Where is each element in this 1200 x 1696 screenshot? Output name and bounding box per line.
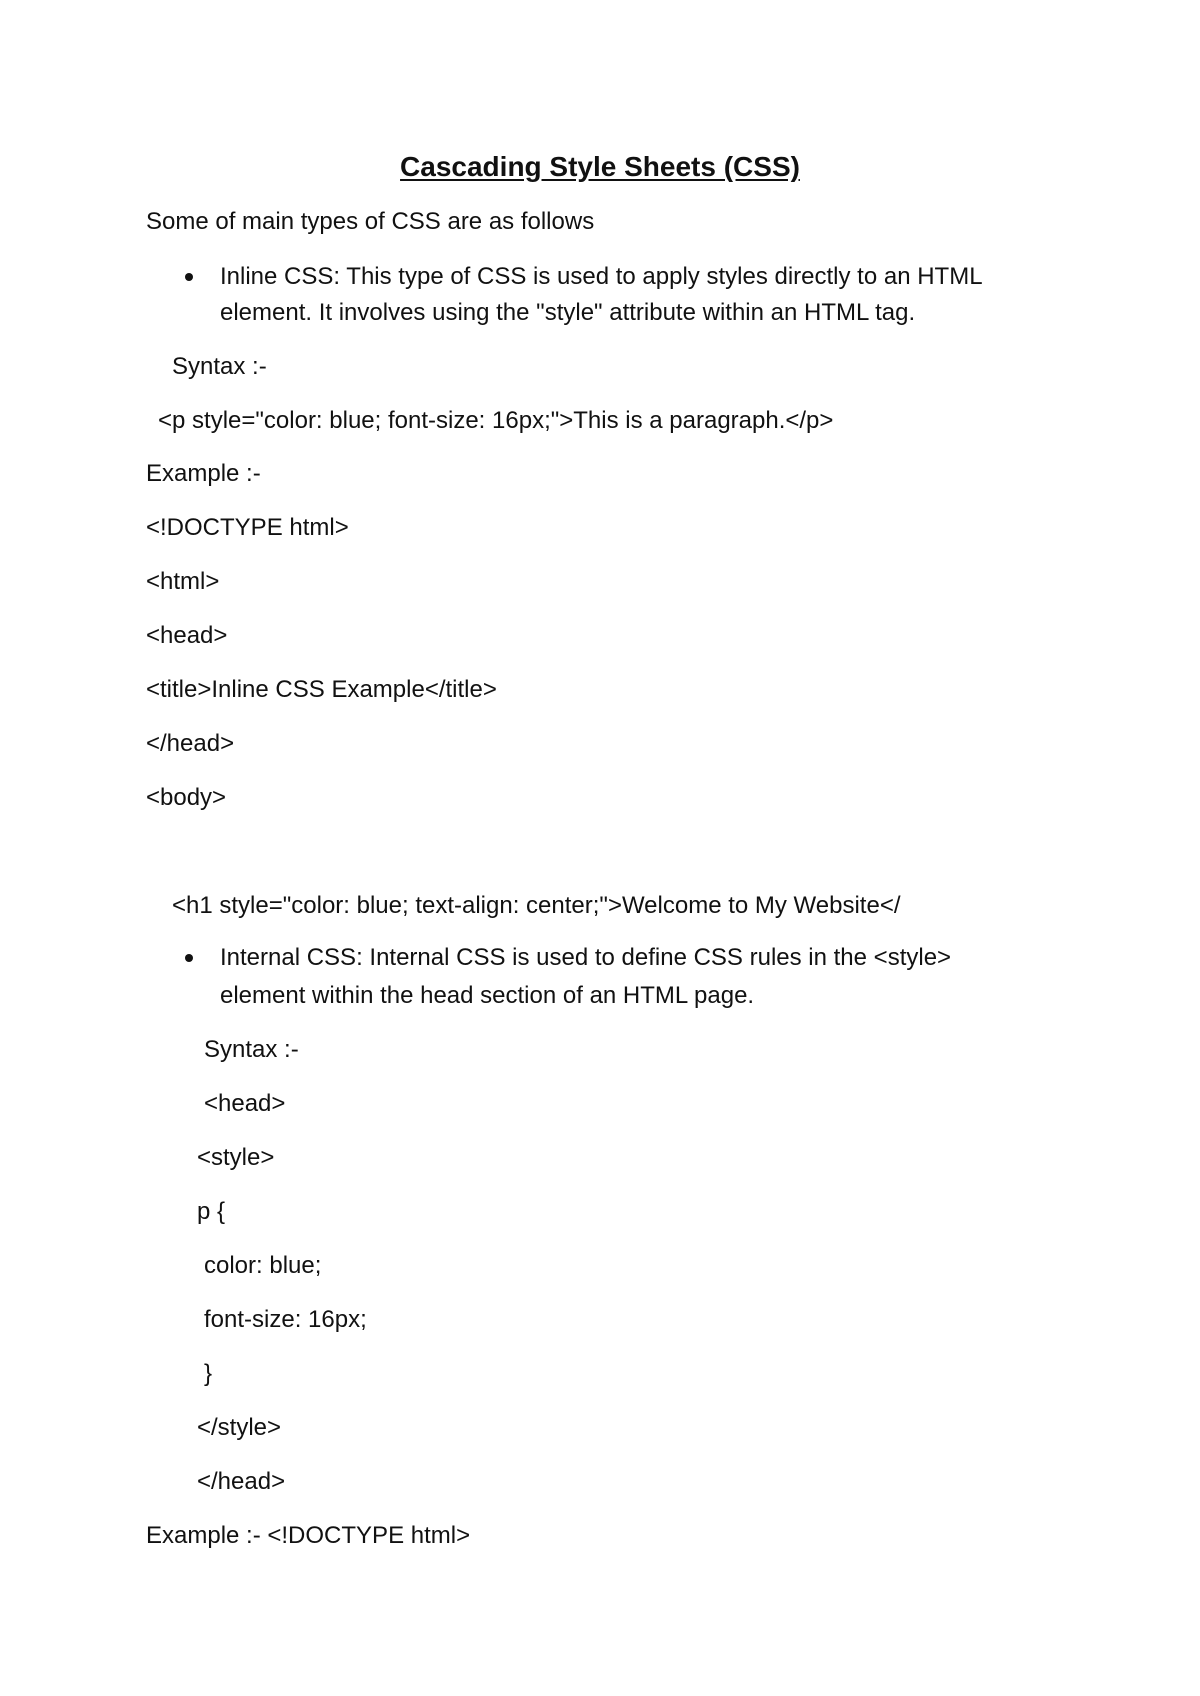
code-line: p { <box>197 1198 226 1225</box>
inline-css-description-line1: Inline CSS: This type of CSS is used to apply styles directly to an HTML <box>220 263 983 290</box>
code-line: <head> <box>204 1090 286 1117</box>
inline-css-description-line2: element. It involves using the "style" attribute within an HTML tag. <box>220 299 916 326</box>
inline-example-label: Example :- <box>146 460 261 487</box>
internal-css-description-line2: element within the head section of an HTML page. <box>220 982 755 1009</box>
code-line: <body> <box>146 784 227 811</box>
code-line: <title>Inline CSS Example</title> <box>146 676 497 703</box>
bullet-icon <box>185 273 193 281</box>
document-title: Cascading Style Sheets (CSS) <box>400 151 800 182</box>
code-line: <!DOCTYPE html> <box>146 514 349 541</box>
internal-syntax-label: Syntax :- <box>204 1036 299 1063</box>
code-line: </head> <box>146 730 235 757</box>
code-line: } <box>204 1360 213 1387</box>
internal-css-description-line1: Internal CSS: Internal CSS is used to define CSS rules in the <style> <box>220 944 952 971</box>
code-line: font-size: 16px; <box>204 1306 367 1333</box>
code-line: <style> <box>197 1144 275 1171</box>
code-line: </head> <box>197 1468 286 1495</box>
inline-syntax-code: <p style="color: blue; font-size: 16px;">This is a paragraph.</p> <box>158 407 834 434</box>
code-line: <html> <box>146 568 220 595</box>
inline-syntax-label: Syntax :- <box>172 353 267 380</box>
bullet-icon <box>185 954 193 962</box>
code-line: </style> <box>197 1414 282 1441</box>
intro-text: Some of main types of CSS are as follows <box>146 208 595 235</box>
code-line: color: blue; <box>204 1252 322 1279</box>
internal-example-line: Example :- <!DOCTYPE html> <box>146 1522 471 1549</box>
code-line: <head> <box>146 622 228 649</box>
h1-code-line: <h1 style="color: blue; text-align: center;">Welcome to My Website</ <box>172 892 901 919</box>
